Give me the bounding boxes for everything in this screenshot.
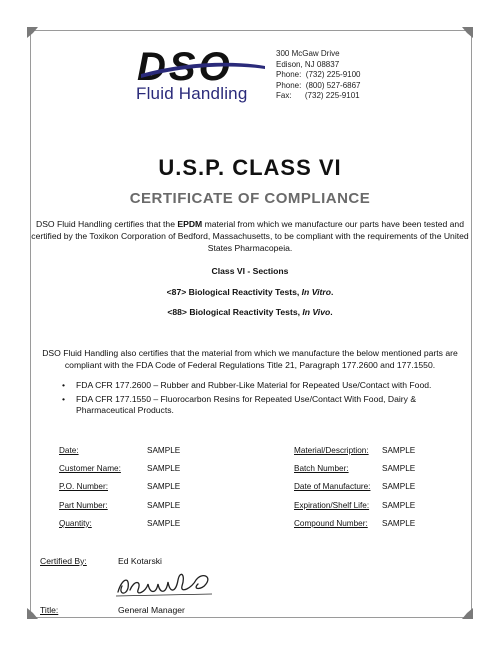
logo-wordmark: DSO [137, 45, 233, 89]
corner-mark-top-right [462, 27, 473, 38]
expiration-value: SAMPLE [382, 501, 416, 510]
para-text: material from which we manufacture our parts have been tested and certified by the Toxikon Corporation of Bedford, Massachusetts, to be compliant with the requirements of the United States Pharmacopeia. [31, 219, 469, 253]
compound-number-value: SAMPLE [382, 519, 416, 528]
part-number-value: SAMPLE [147, 501, 181, 510]
certified-by-label: Certified By: [40, 556, 87, 566]
sections-heading: Class VI - Sections [211, 266, 289, 276]
section-emphasis: In Vitro [301, 287, 331, 297]
section-88: <88> Biological Reactivity Tests, In Vivo. [167, 307, 333, 317]
fda-paragraph: DSO Fluid Handling also certifies that the material from which we manufacture the below mentioned parts are compliant with the FDA Code of Federal Regulations Title 21, Paragraph 177.2600 and 177.1550. [42, 348, 458, 370]
document-subtitle: CERTIFICATE OF COMPLIANCE [129, 190, 371, 207]
date-of-manufacture-label: Date of Manufacture: [294, 482, 371, 491]
corner-mark-top-left [27, 27, 38, 38]
date-value: SAMPLE [147, 446, 181, 455]
compound-number-label: Compound Number: [294, 519, 368, 528]
company-address [276, 49, 361, 102]
section-emphasis: In Vivo [302, 307, 331, 317]
po-number-value: SAMPLE [147, 482, 181, 491]
quantity-label: Quantity: [59, 519, 92, 528]
material-description-value: SAMPLE [382, 446, 416, 455]
certified-by-value: Ed Kotarski [118, 556, 162, 566]
batch-number-label: Batch Number: [294, 464, 349, 473]
part-number-label: Part Number: [59, 501, 108, 510]
signature [112, 566, 222, 602]
date-label: Date: [59, 446, 79, 455]
document-title: U.S.P. CLASS VI [158, 155, 342, 180]
address-line: Edison, NJ 08837 [276, 59, 340, 69]
customer-name-label: Customer Name: [59, 464, 121, 473]
fda-list [62, 380, 462, 419]
certification-paragraph [30, 218, 470, 254]
corner-mark-bottom-left [27, 608, 38, 619]
fax-line: Fax: (732) 225-9101 [276, 91, 360, 100]
section-87: <87> Biological Reactivity Tests, In Vitro. [166, 287, 334, 297]
corner-mark-bottom-right [462, 608, 473, 619]
customer-name-value: SAMPLE [147, 464, 181, 473]
list-item: • FDA CFR 177.1550 – Fluorocarbon Resins for Repeated Use/Contact With Food, Dairy & Pharmaceutical Products. [62, 394, 462, 417]
material-description-label: Material/Description: [294, 446, 369, 455]
address-line: 300 McGaw Drive [276, 49, 340, 58]
po-number-label: P.O. Number: [59, 482, 108, 491]
list-item: • FDA CFR 177.2600 – Rubber and Rubber-Like Material for Repeated Use/Contact with Food. [62, 380, 462, 392]
company-name: Fluid Handling [136, 84, 248, 103]
title-value: General Manager [118, 605, 185, 615]
section-text: <87> Biological Reactivity Tests, [166, 287, 302, 297]
para-text: DSO Fluid Handling certifies that the [35, 219, 178, 229]
phone-line: Phone: (732) 225-9100 [276, 70, 361, 79]
title-label: Title: [40, 605, 59, 615]
quantity-value: SAMPLE [147, 519, 181, 528]
section-text: <88> Biological Reactivity Tests, [167, 307, 303, 317]
date-of-manufacture-value: SAMPLE [382, 482, 416, 491]
expiration-label: Expiration/Shelf Life: [294, 501, 370, 510]
batch-number-value: SAMPLE [382, 464, 416, 473]
phone-line: Phone: (800) 527-6867 [276, 80, 361, 90]
certificate-border [30, 30, 472, 618]
material-name: EPDM [177, 219, 203, 229]
